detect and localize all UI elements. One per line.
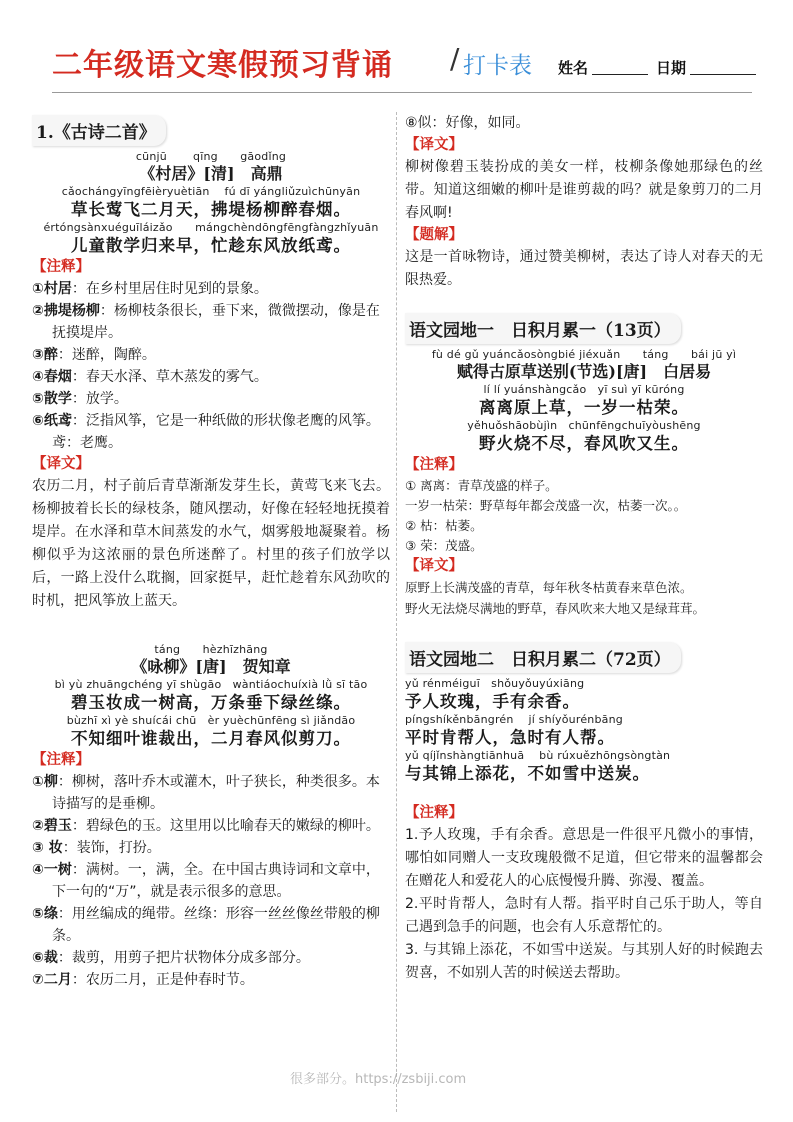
note-text: ：在乡村里居住时见到的景象。 (71, 281, 268, 297)
right-column (405, 112, 763, 985)
note-text: ：柳树，落叶乔木或灌木，叶子狭长，种类很多。本诗描写的是垂柳。 (52, 774, 380, 812)
note-term: ⑦二月 (32, 972, 72, 988)
notes-list (32, 278, 390, 454)
date-field[interactable] (690, 74, 756, 75)
note-item: 2.平时肯帮人，急时有人帮。指平时自己乐于助人，等自己遇到急手的问题，也会有人乐意帮忙的。 (405, 896, 763, 935)
page-header (0, 0, 793, 95)
header-divider (52, 92, 752, 93)
analysis-text: 这是一首咏物诗，通过赞美柳树，表达了诗人对春天的无限热爱。 (405, 249, 763, 288)
date-label: 日期 (656, 59, 687, 77)
poem-yongliu (32, 643, 390, 750)
name-field[interactable] (592, 74, 648, 75)
poem-cunju (32, 150, 390, 257)
poem-title: 《咏柳》[唐] 贺知章 (131, 657, 291, 676)
proverb-line: 与其锦上添花，不如雪中送炭。 (405, 764, 650, 783)
note-item (32, 859, 390, 903)
poem-title: 《村居》[清] 高鼎 (139, 164, 283, 183)
note-text: ：泛指风筝，它是一种纸做的形状像老鹰的风筝。鸢：老鹰。 (52, 413, 380, 451)
notes-tag: 【注释】 (405, 457, 463, 473)
note-text: ：春天水泽、草木蒸发的雾气。 (71, 369, 268, 385)
note-item (32, 969, 390, 991)
notes-tag: 【注释】 (32, 752, 90, 768)
pinyin-line: yǔ rénméiguī shǒuyǒuyúxiāng (405, 677, 585, 690)
poem-verse: 草长莺飞二月天，拂堤杨柳醉春烟。 (71, 200, 351, 219)
note-item: ① 离离：青草茂盛的样子。 (405, 478, 558, 493)
note-item (32, 366, 390, 388)
translation-tag: 【译文】 (405, 558, 463, 574)
note-term: ④春烟 (32, 369, 72, 385)
note-term: ⑥纸鸢 (32, 413, 72, 429)
translation-text: 农历二月，村子前后青草渐渐发芽生长，黄莺飞来飞去。杨柳披着长长的绿枝条，随风摆动，好像在轻轻地抚摸着堤岸。在水泽和草木间蒸发的水气，烟雾般地凝聚着。杨柳似乎为这浓丽的景色所迷醉了。村里的孩子们放学以后，一路上没什么耽搁，回家挺早，赶忙趁着东风劲吹的时机，把风筝放上蓝天。 (32, 478, 390, 609)
note-item (32, 344, 390, 366)
note-item: 一岁一枯荣：野草每年都会茂盛一次，枯萎一次。。 (405, 498, 687, 513)
pinyin-line: lí lí yuánshàngcǎo yī suì yī kūróng (483, 383, 685, 396)
note-text: ：装饰，打扮。 (62, 840, 161, 856)
note-item (32, 947, 390, 969)
notes-list (32, 771, 390, 991)
note-item (32, 903, 390, 947)
note-item: 1.予人玫瑰，手有余香。意思是一件很平凡微小的事情，哪怕如同赠人一支玫瑰般微不足道，但它带来的温馨都会在赠花人和爱花人的心底慢慢升腾、弥漫、覆盖。 (405, 827, 763, 889)
pinyin-line: yěhuǒshāobùjìn chūnfēngchuīyòushēng (467, 419, 701, 432)
notes-tag: 【注释】 (32, 259, 90, 275)
note-text: ：农历二月，正是仲春时节。 (71, 972, 254, 988)
poem-fude (405, 348, 763, 455)
note-item (32, 278, 390, 300)
note-item (32, 388, 390, 410)
note-text: ：迷醉，陶醉。 (57, 347, 156, 363)
proverb-line: 平时肯帮人，急时有人帮。 (405, 728, 615, 747)
translation-line: 野火无法烧尽满地的野草，春风吹来大地又是绿茸茸。 (405, 601, 706, 616)
pinyin-line: bùzhī xì yè shuícái chū èr yuèchūnfēng sì jiǎndāo (66, 714, 356, 727)
proverbs-block (405, 677, 763, 785)
notes-tag: 【注释】 (405, 805, 463, 821)
note-text: ：杨柳枝条很长，垂下来，微微摆动，像是在抚摸堤岸。 (52, 303, 380, 341)
pinyin-line: píngshíkěnbāngrén jí shíyǒurénbāng (405, 713, 623, 726)
note-item: ② 枯：枯萎。 (405, 518, 483, 533)
name-label: 姓名 (558, 59, 589, 77)
pinyin-line: értóngsànxuéguīláizǎo mángchèndōngfēngfàngzhǐyuān (43, 221, 379, 234)
note-item (32, 837, 390, 859)
note-term: ③ 妆 (32, 840, 63, 856)
translation-tag: 【译文】 (32, 456, 90, 472)
note-item: 3. 与其锦上添花，不如雪中送炭。与其别人好的时候跑去贺喜，不如别人苦的时候送去帮助。 (405, 942, 763, 981)
section-title-gushi: 1.《古诗二首》 (32, 115, 166, 146)
note-item (32, 771, 390, 815)
pinyin-line: cūnjū qīng gāodǐng (135, 150, 287, 163)
translation-text: 柳树像碧玉装扮成的美女一样，枝柳条像她那绿色的丝带。知道这细嫩的柳叶是谁剪裁的吗？就是象剪刀的二月春风啊! (405, 159, 763, 221)
note-term: ⑤绦 (32, 906, 58, 922)
note-item (32, 300, 390, 344)
note-term: ②拂堤杨柳 (32, 303, 100, 319)
note-term: ②碧玉 (32, 818, 72, 834)
translation-line: 原野上长满茂盛的青草，每年秋冬枯黄春来草色浓。 (405, 580, 693, 595)
note-text: ：碧绿色的玉。这里用以比喻春天的嫩绿的柳叶。 (71, 818, 380, 834)
pinyin-line: bì yù zhuāngchéng yī shùgāo wàntiáochuíxià lǜ sī tāo (54, 678, 368, 691)
poem-title: 赋得古原草送别(节选)[唐] 白居易 (456, 362, 712, 381)
title-slash: / (450, 42, 460, 75)
note-term: ⑥裁 (32, 950, 58, 966)
note-item (32, 410, 390, 454)
watermark: 很多部分。https://zsbiji.com (290, 1072, 467, 1087)
note-item: ⑧似：好像，如同。 (405, 115, 530, 131)
note-term: ④一树 (32, 862, 72, 878)
note-text: ：裁剪，用剪子把片状物体分成多部分。 (57, 950, 310, 966)
note-text: ：放学。 (71, 391, 128, 407)
pinyin-line: cǎochángyīngfēièryuètiān fú dī yángliǔzuìchūnyān (61, 185, 361, 198)
note-term: ①村居 (32, 281, 72, 297)
poem-verse: 不知细叶谁裁出，二月春风似剪刀。 (71, 729, 351, 748)
column-divider (396, 112, 397, 1112)
poem-verse: 碧玉妆成一树高，万条垂下绿丝绦。 (71, 693, 351, 712)
note-text: ：用丝编成的绳带。丝绦：形容一丝丝像丝带般的柳条。 (52, 906, 380, 944)
page-title: 二年级语文寒假预习背诵 (52, 48, 393, 83)
page-subtitle: 打卡表 (463, 53, 532, 79)
pinyin-line: yǔ qíjǐnshàngtiānhuā bù rúxuězhōngsòngtàn (405, 749, 671, 762)
poem-verse: 野火烧不尽，春风吹又生。 (479, 434, 689, 453)
note-term: ⑤散学 (32, 391, 72, 407)
pinyin-line: táng hèzhīzhāng (154, 643, 268, 656)
note-item (32, 815, 390, 837)
poem-verse: 离离原上草，一岁一枯荣。 (479, 398, 689, 417)
note-term: ③醉 (32, 347, 58, 363)
poem-verse: 儿童散学归来早，忙趁东风放纸鸢。 (71, 236, 351, 255)
pinyin-line: fù dé gǔ yuáncǎosòngbié jiéxuǎn táng bái jū yì (431, 348, 737, 361)
note-text: ：满树。一，满，全。在中国古典诗词和文章中，下一句的“万”，就是表示很多的意思。 (52, 862, 380, 900)
translation-tag: 【译文】 (405, 137, 463, 153)
proverb-line: 予人玫瑰，手有余香。 (405, 692, 580, 711)
note-item: ③ 荣：茂盛。 (405, 538, 483, 553)
left-column (32, 112, 390, 991)
analysis-tag: 【题解】 (405, 227, 463, 243)
note-term: ①柳 (32, 774, 58, 790)
section-title-garden2: 语文园地二 日积月累二（72页） (405, 642, 681, 673)
section-title-garden1: 语文园地一 日积月累一（13页） (405, 313, 681, 344)
